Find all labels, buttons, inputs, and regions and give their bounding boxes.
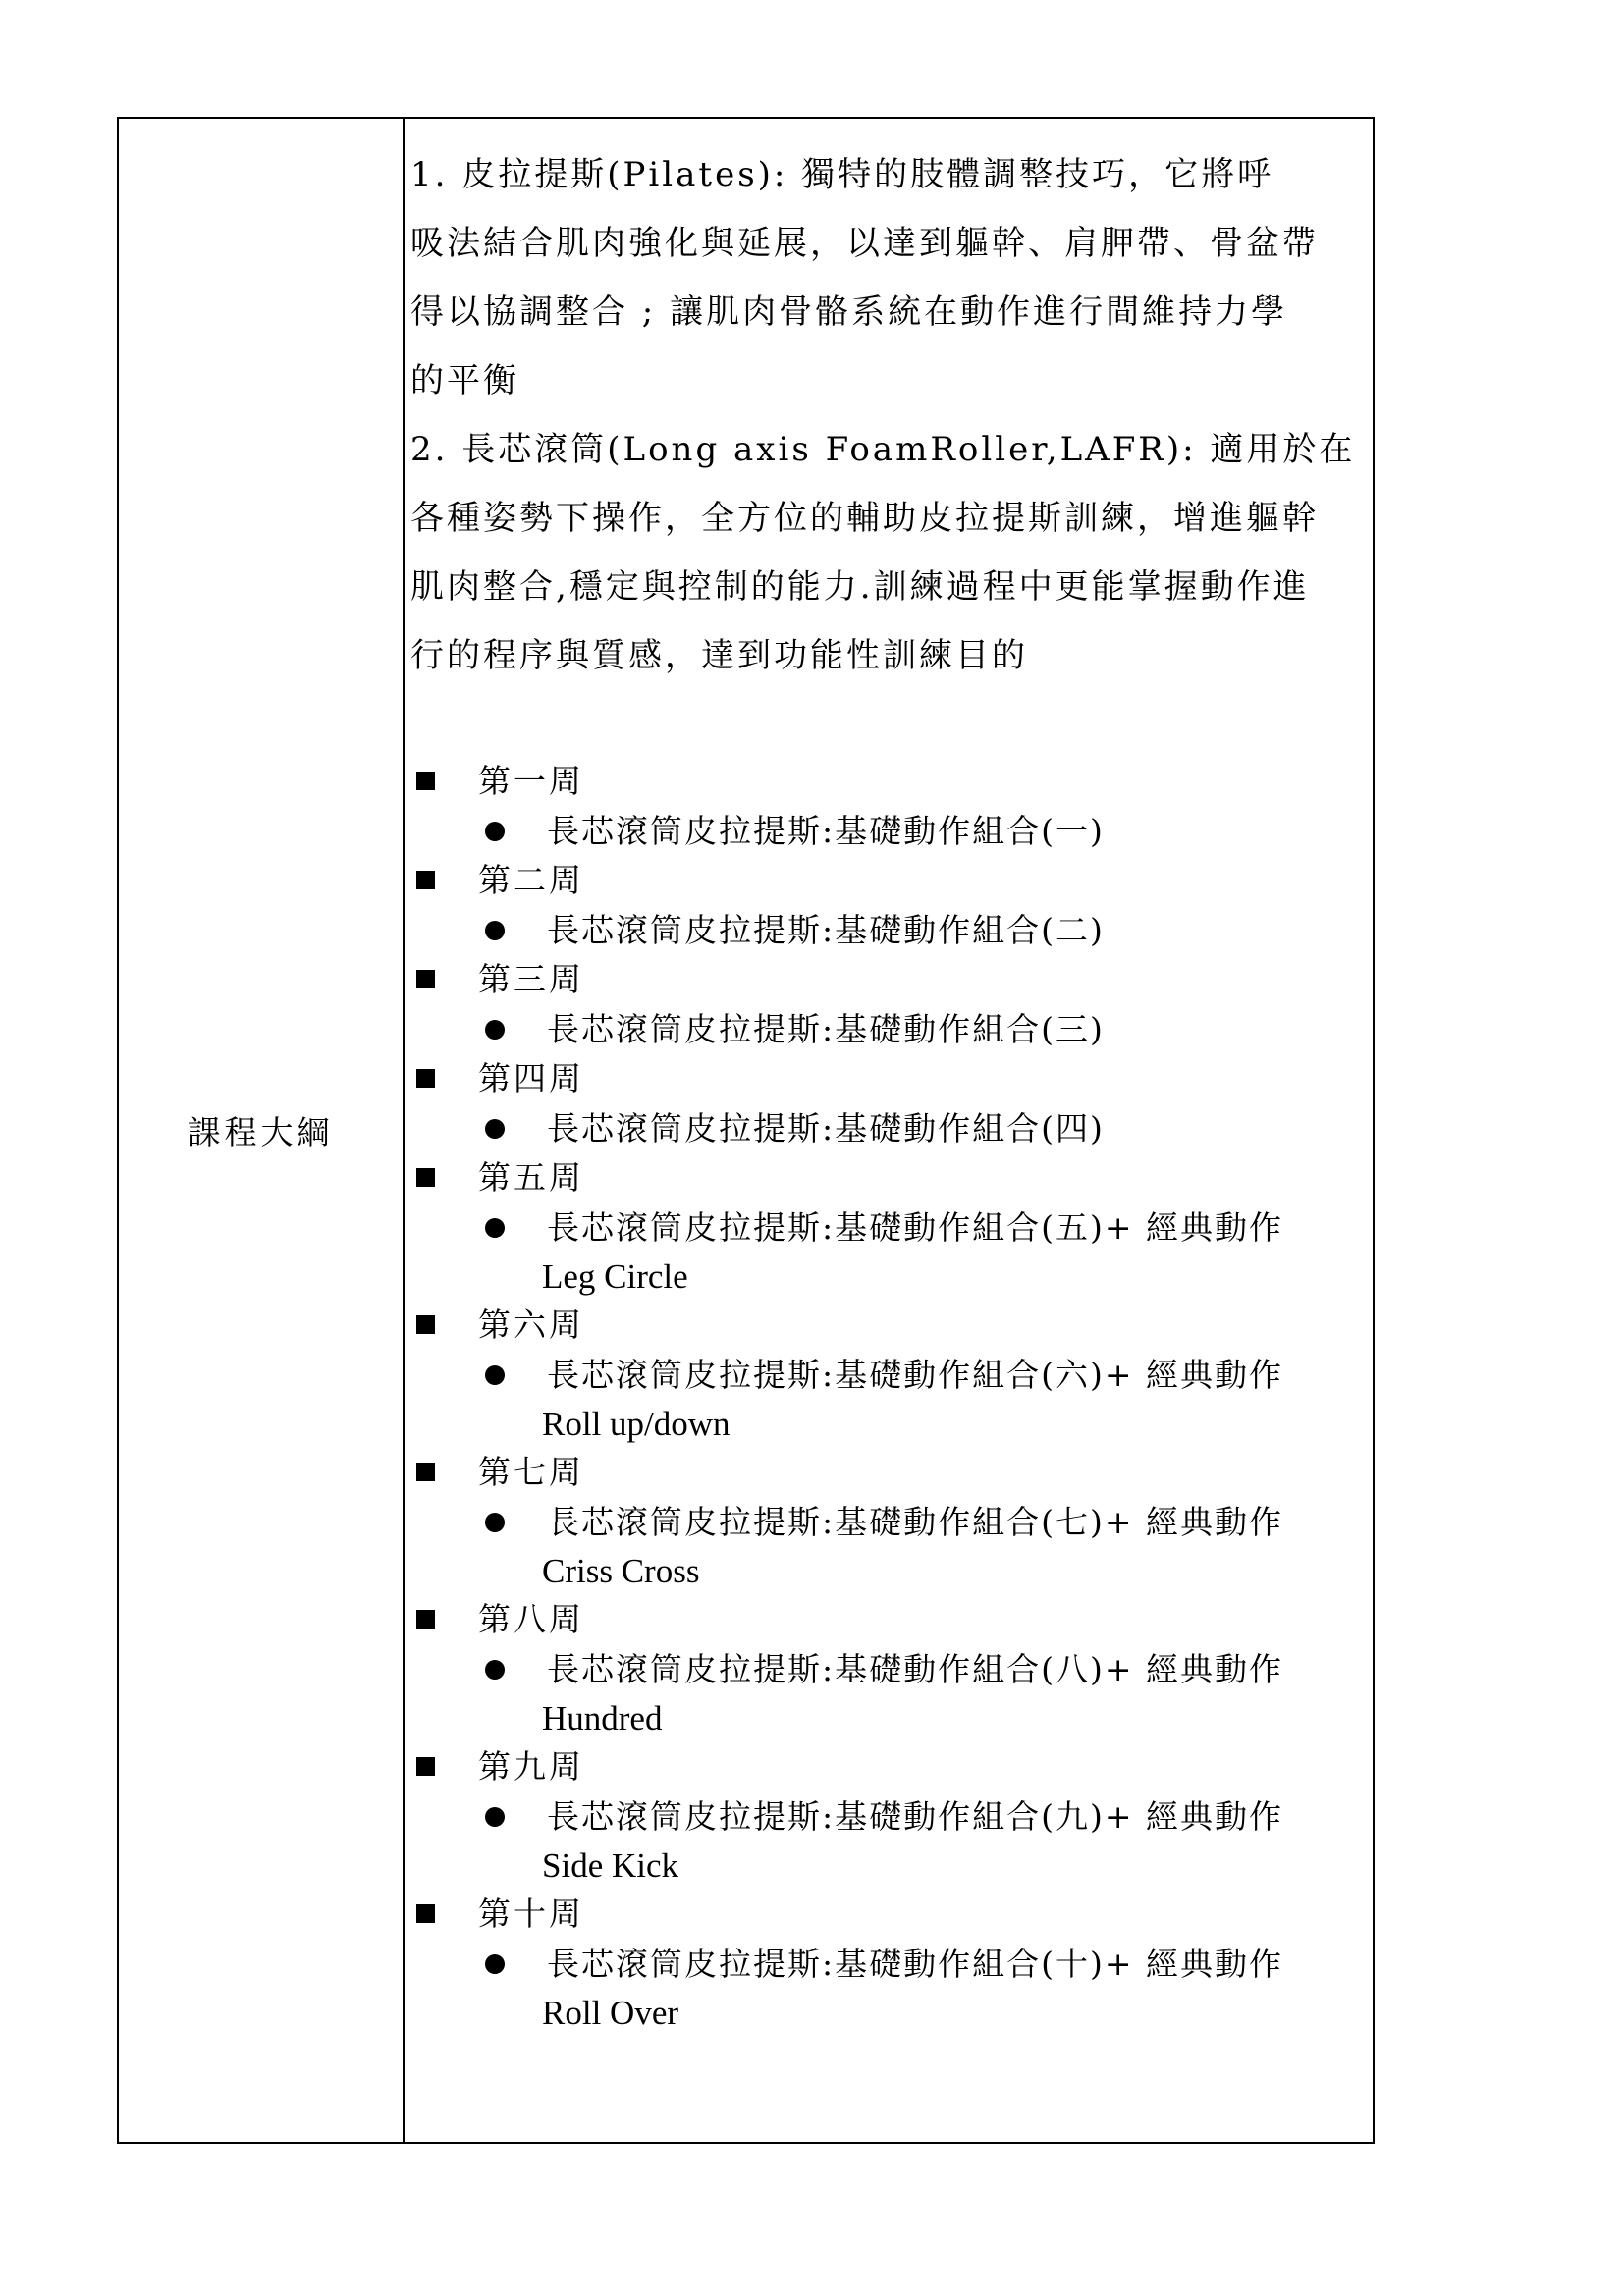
week-item-text: 長芯滾筒皮拉提斯:基礎動作組合(八)+ 經典動作 bbox=[547, 1650, 1284, 1688]
week-label: 第二周 bbox=[478, 861, 584, 899]
square-bullet-icon bbox=[416, 1315, 435, 1334]
classic-move-name: Side Kick bbox=[542, 1846, 679, 1885]
round-bullet-icon bbox=[485, 1020, 505, 1040]
week-block-8 bbox=[406, 1595, 1369, 1742]
round-bullet-icon bbox=[485, 1218, 505, 1238]
week-label: 第六周 bbox=[478, 1306, 584, 1344]
intro-line: 得以協調整合 ; 讓肌肉骨骼系統在動作進行間維持力學 bbox=[410, 293, 1288, 332]
week-item bbox=[406, 806, 1369, 856]
classic-move-name: Leg Circle bbox=[542, 1257, 688, 1296]
week-heading bbox=[406, 1890, 1369, 1939]
intro-line: 的平衡 bbox=[410, 361, 519, 400]
intro-line: 肌肉整合,穩定與控制的能力.訓練過程中更能掌握動作進 bbox=[410, 567, 1310, 607]
week-item bbox=[406, 1644, 1369, 1742]
square-bullet-icon bbox=[416, 1168, 435, 1187]
label-cell bbox=[119, 119, 403, 2142]
square-bullet-icon bbox=[416, 1463, 435, 1481]
week-label: 第八周 bbox=[478, 1600, 584, 1638]
intro-line: 行的程序與質感，達到功能性訓練目的 bbox=[410, 636, 1028, 675]
week-item-text: 長芯滾筒皮拉提斯:基礎動作組合(十)+ 經典動作 bbox=[547, 1945, 1284, 1983]
week-item-text: 長芯滾筒皮拉提斯:基礎動作組合(三) bbox=[547, 1010, 1105, 1048]
week-label: 第四周 bbox=[478, 1059, 584, 1097]
week-label: 第七周 bbox=[478, 1453, 584, 1491]
content-cell bbox=[406, 119, 1375, 2142]
square-bullet-icon bbox=[416, 1757, 435, 1776]
week-item-text: 長芯滾筒皮拉提斯:基礎動作組合(二) bbox=[547, 911, 1105, 949]
intro-line: 1. 皮拉提斯(Pilates): 獨特的肢體調整技巧，它將呼 bbox=[410, 155, 1274, 194]
week-heading bbox=[406, 1054, 1369, 1103]
classic-move-name: Hundred bbox=[542, 1699, 663, 1737]
round-bullet-icon bbox=[485, 1513, 505, 1532]
square-bullet-icon bbox=[416, 871, 435, 889]
week-label: 第十周 bbox=[478, 1895, 584, 1933]
round-bullet-icon bbox=[485, 921, 505, 940]
round-bullet-icon bbox=[485, 1807, 505, 1827]
week-item-text: 長芯滾筒皮拉提斯:基礎動作組合(六)+ 經典動作 bbox=[547, 1356, 1284, 1394]
week-heading bbox=[406, 1448, 1369, 1497]
week-item-text: 長芯滾筒皮拉提斯:基礎動作組合(一) bbox=[547, 812, 1105, 850]
week-block-3 bbox=[406, 955, 1369, 1054]
week-block-10 bbox=[406, 1890, 1369, 2037]
week-heading bbox=[406, 757, 1369, 806]
week-block-7 bbox=[406, 1448, 1369, 1595]
week-label: 第一周 bbox=[478, 762, 584, 800]
weekly-schedule bbox=[406, 757, 1369, 2037]
classic-move-name: Roll up/down bbox=[542, 1405, 731, 1443]
week-heading bbox=[406, 1595, 1369, 1644]
square-bullet-icon bbox=[416, 1610, 435, 1629]
week-block-9 bbox=[406, 1742, 1369, 1890]
week-heading bbox=[406, 1153, 1369, 1202]
round-bullet-icon bbox=[485, 1660, 505, 1680]
week-heading bbox=[406, 955, 1369, 1004]
intro-line: 吸法結合肌肉強化與延展，以達到軀幹、肩胛帶、骨盆帶 bbox=[410, 224, 1319, 263]
week-item bbox=[406, 1497, 1369, 1595]
square-bullet-icon bbox=[416, 1904, 435, 1923]
square-bullet-icon bbox=[416, 970, 435, 988]
week-item bbox=[406, 1350, 1369, 1448]
week-item-text: 長芯滾筒皮拉提斯:基礎動作組合(九)+ 經典動作 bbox=[547, 1797, 1284, 1836]
square-bullet-icon bbox=[416, 772, 435, 790]
week-block-6 bbox=[406, 1301, 1369, 1448]
week-item-text: 長芯滾筒皮拉提斯:基礎動作組合(五)+ 經典動作 bbox=[547, 1208, 1284, 1247]
intro-line: 2. 長芯滾筒(Long axis FoamRoller,LAFR): 適用於在 bbox=[410, 430, 1356, 469]
square-bullet-icon bbox=[416, 1069, 435, 1088]
week-block-4 bbox=[406, 1054, 1369, 1153]
round-bullet-icon bbox=[485, 822, 505, 841]
week-item bbox=[406, 1103, 1369, 1153]
round-bullet-icon bbox=[485, 1119, 505, 1139]
week-label: 第九周 bbox=[478, 1747, 584, 1786]
classic-move-name: Roll Over bbox=[542, 1994, 679, 2032]
week-item bbox=[406, 1202, 1369, 1301]
round-bullet-icon bbox=[485, 1365, 505, 1385]
intro-paragraphs bbox=[410, 140, 1373, 690]
week-item-text: 長芯滾筒皮拉提斯:基礎動作組合(七)+ 經典動作 bbox=[547, 1503, 1284, 1541]
course-outline-label: 課程大綱 bbox=[188, 1113, 334, 1151]
intro-line: 各種姿勢下操作，全方位的輔助皮拉提斯訓練，增進軀幹 bbox=[410, 499, 1319, 538]
week-block-1 bbox=[406, 757, 1369, 856]
week-item-text: 長芯滾筒皮拉提斯:基礎動作組合(四) bbox=[547, 1109, 1105, 1148]
classic-move-name: Criss Cross bbox=[542, 1552, 700, 1590]
week-heading bbox=[406, 1301, 1369, 1350]
week-item bbox=[406, 1791, 1369, 1890]
round-bullet-icon bbox=[485, 1954, 505, 1974]
week-item bbox=[406, 905, 1369, 955]
week-item bbox=[406, 1939, 1369, 2037]
week-heading bbox=[406, 1742, 1369, 1791]
column-divider bbox=[403, 119, 405, 2142]
week-item bbox=[406, 1004, 1369, 1054]
week-heading bbox=[406, 856, 1369, 905]
week-label: 第三周 bbox=[478, 960, 584, 998]
course-outline-table bbox=[117, 117, 1375, 2144]
week-block-5 bbox=[406, 1153, 1369, 1301]
week-block-2 bbox=[406, 856, 1369, 955]
week-label: 第五周 bbox=[478, 1158, 584, 1197]
